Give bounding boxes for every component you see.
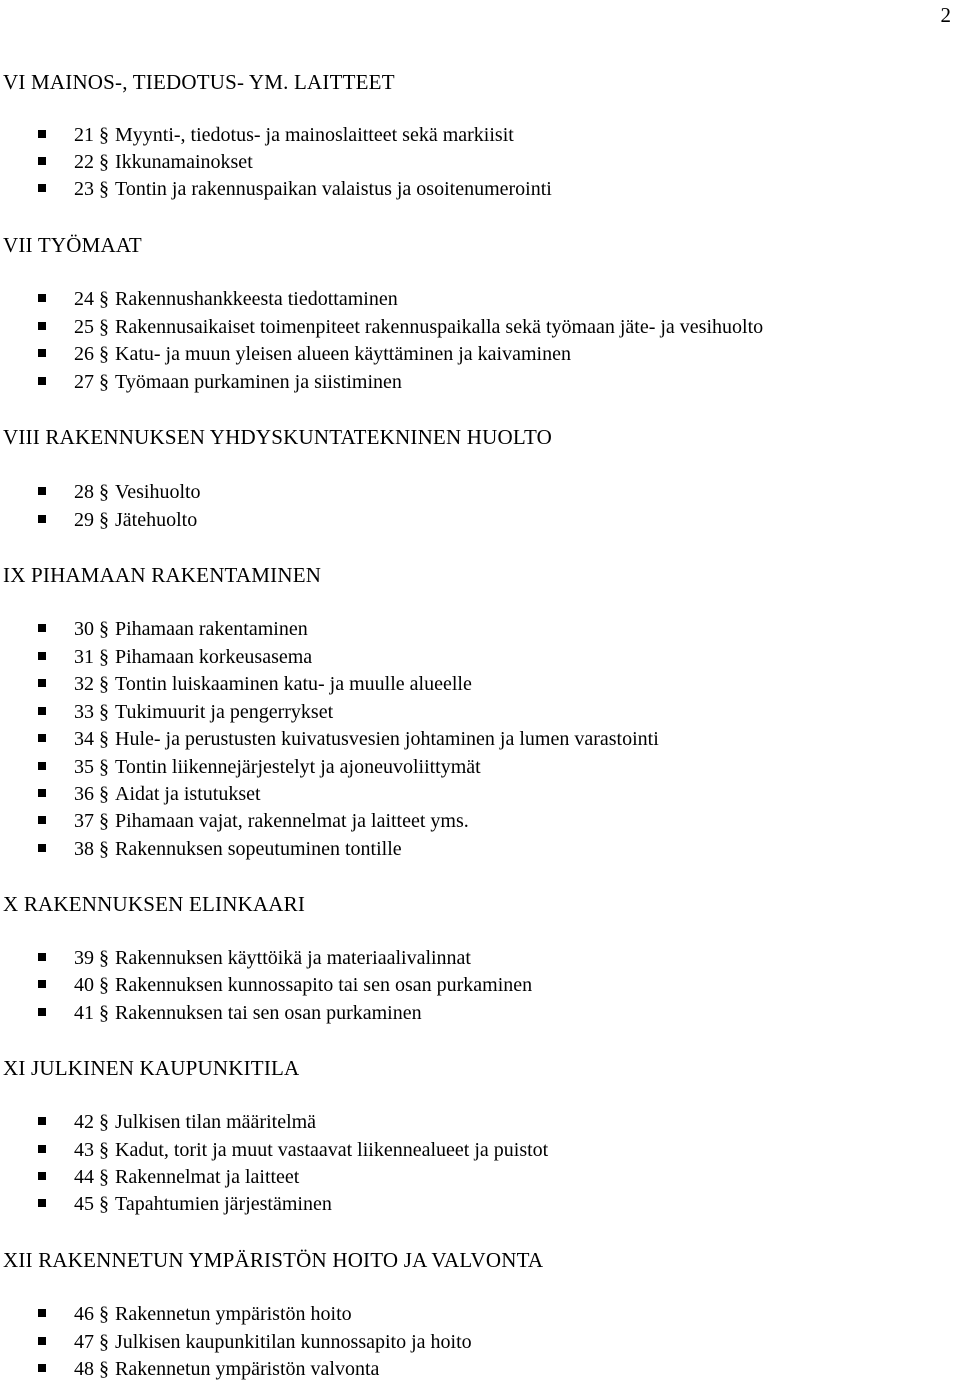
item-label: Julkisen tilan määritelmä <box>115 1111 317 1133</box>
paragraph-sign: § <box>99 371 109 393</box>
item-label: Rakennushankkeesta tiedottaminen <box>115 288 398 310</box>
item-label: Pihamaan korkeusasema <box>115 646 313 668</box>
section-number: 34 <box>74 728 94 750</box>
section-number: 36 <box>74 783 94 805</box>
bullet-icon <box>38 789 46 797</box>
paragraph-sign: § <box>99 178 109 200</box>
bullet-icon <box>38 184 46 192</box>
item-label: Ikkunamainokset <box>115 151 253 173</box>
section-number: 45 <box>74 1193 94 1215</box>
paragraph-sign: § <box>99 646 109 668</box>
bullet-icon <box>38 762 46 770</box>
paragraph-sign: § <box>99 728 109 750</box>
bullet-icon <box>38 294 46 302</box>
bullet-icon <box>38 1364 46 1372</box>
bullet-icon <box>38 953 46 961</box>
bullet-icon <box>38 1008 46 1016</box>
section-number: 25 <box>74 316 94 338</box>
item-label: Pihamaan rakentaminen <box>115 618 308 640</box>
section-number: 41 <box>74 1002 94 1024</box>
paragraph-sign: § <box>99 1331 109 1353</box>
bullet-icon <box>38 1337 46 1345</box>
section-number: 22 <box>74 151 94 173</box>
bullet-icon <box>38 734 46 742</box>
bullet-icon <box>38 377 46 385</box>
bullet-icon <box>38 1117 46 1125</box>
item-label: Kadut, torit ja muut vastaavat liikennealueet ja puistot <box>115 1139 549 1161</box>
section-number: 39 <box>74 947 94 969</box>
item-label: Rakennuksen käyttöikä ja materiaalivalinnat <box>115 947 471 969</box>
section-number: 40 <box>74 974 94 996</box>
section-number: 29 <box>74 509 94 531</box>
section-number: 48 <box>74 1358 94 1380</box>
paragraph-sign: § <box>99 1166 109 1188</box>
bullet-icon <box>38 1199 46 1207</box>
item-label: Rakennetun ympäristön hoito <box>115 1303 352 1325</box>
item-label: Työmaan purkaminen ja siistiminen <box>115 371 402 393</box>
paragraph-sign: § <box>99 1358 109 1380</box>
paragraph-sign: § <box>99 316 109 338</box>
section-number: 23 <box>74 178 94 200</box>
section-number: 44 <box>74 1166 94 1188</box>
paragraph-sign: § <box>99 810 109 832</box>
paragraph-sign: § <box>99 151 109 173</box>
item-label: Rakennelmat ja laitteet <box>115 1166 300 1188</box>
section-number: 32 <box>74 673 94 695</box>
item-label: Hule- ja perustusten kuivatusvesien johtaminen ja lumen varastointi <box>115 728 659 750</box>
section-number: 33 <box>74 701 94 723</box>
paragraph-sign: § <box>99 288 109 310</box>
section-heading-viii: VIII RAKENNUKSEN YHDYSKUNTATEKNINEN HUOLTO <box>3 425 552 449</box>
section-heading-xi: XI JULKINEN KAUPUNKITILA <box>3 1056 300 1080</box>
paragraph-sign: § <box>99 509 109 531</box>
item-label: Rakennetun ympäristön valvonta <box>115 1358 380 1380</box>
paragraph-sign: § <box>99 701 109 723</box>
bullet-icon <box>38 652 46 660</box>
paragraph-sign: § <box>99 756 109 778</box>
section-number: 26 <box>74 343 94 365</box>
item-label: Rakennusaikaiset toimenpiteet rakennuspaikalla sekä työmaan jäte- ja vesihuolto <box>115 316 764 338</box>
paragraph-sign: § <box>99 838 109 860</box>
paragraph-sign: § <box>99 343 109 365</box>
bullet-icon <box>38 1309 46 1317</box>
paragraph-sign: § <box>99 974 109 996</box>
paragraph-sign: § <box>99 783 109 805</box>
bullet-icon <box>38 1172 46 1180</box>
bullet-icon <box>38 679 46 687</box>
section-number: 38 <box>74 838 94 860</box>
bullet-icon <box>38 487 46 495</box>
section-number: 27 <box>74 371 94 393</box>
item-label: Jätehuolto <box>115 509 198 531</box>
bullet-icon <box>38 515 46 523</box>
item-label: Katu- ja muun yleisen alueen käyttäminen ja kaivaminen <box>115 343 571 365</box>
item-label: Myynti-, tiedotus- ja mainoslaitteet sekä markiisit <box>115 124 514 146</box>
section-number: 47 <box>74 1331 94 1353</box>
page-number: 2 <box>940 3 951 27</box>
item-label: Tukimuurit ja pengerrykset <box>115 701 334 723</box>
item-label: Rakennuksen tai sen osan purkaminen <box>115 1002 422 1024</box>
paragraph-sign: § <box>99 947 109 969</box>
item-label: Pihamaan vajat, rakennelmat ja laitteet yms. <box>115 810 469 832</box>
section-heading-xii: XII RAKENNETUN YMPÄRISTÖN HOITO JA VALVONTA <box>3 1248 544 1272</box>
bullet-icon <box>38 707 46 715</box>
paragraph-sign: § <box>99 1139 109 1161</box>
bullet-icon <box>38 130 46 138</box>
item-label: Tontin liikennejärjestelyt ja ajoneuvoliittymät <box>115 756 481 778</box>
item-label: Vesihuolto <box>115 481 201 503</box>
section-number: 37 <box>74 810 94 832</box>
bullet-icon <box>38 322 46 330</box>
item-label: Aidat ja istutukset <box>115 783 261 805</box>
section-number: 30 <box>74 618 94 640</box>
bullet-icon <box>38 1145 46 1153</box>
section-heading-x: X RAKENNUKSEN ELINKAARI <box>3 892 306 916</box>
item-label: Rakennuksen sopeutuminen tontille <box>115 838 402 860</box>
bullet-icon <box>38 624 46 632</box>
bullet-icon <box>38 844 46 852</box>
section-heading-vii: VII TYÖMAAT <box>3 233 142 257</box>
item-label: Tontin ja rakennuspaikan valaistus ja osoitenumerointi <box>115 178 552 200</box>
section-heading-ix: IX PIHAMAAN RAKENTAMINEN <box>3 563 322 587</box>
bullet-icon <box>38 816 46 824</box>
section-number: 43 <box>74 1139 94 1161</box>
paragraph-sign: § <box>99 1002 109 1024</box>
section-heading-vi: VI MAINOS-, TIEDOTUS- YM. LAITTEET <box>3 70 395 94</box>
item-label: Tontin luiskaaminen katu- ja muulle alueelle <box>115 673 472 695</box>
paragraph-sign: § <box>99 1111 109 1133</box>
bullet-icon <box>38 349 46 357</box>
bullet-icon <box>38 980 46 988</box>
paragraph-sign: § <box>99 673 109 695</box>
item-label: Julkisen kaupunkitilan kunnossapito ja hoito <box>115 1331 472 1353</box>
section-number: 21 <box>74 124 94 146</box>
paragraph-sign: § <box>99 1193 109 1215</box>
section-number: 46 <box>74 1303 94 1325</box>
section-number: 24 <box>74 288 94 310</box>
item-label: Tapahtumien järjestäminen <box>115 1193 332 1215</box>
section-number: 31 <box>74 646 94 668</box>
paragraph-sign: § <box>99 481 109 503</box>
paragraph-sign: § <box>99 618 109 640</box>
paragraph-sign: § <box>99 124 109 146</box>
item-label: Rakennuksen kunnossapito tai sen osan purkaminen <box>115 974 533 996</box>
section-number: 35 <box>74 756 94 778</box>
bullet-icon <box>38 157 46 165</box>
section-number: 28 <box>74 481 94 503</box>
section-number: 42 <box>74 1111 94 1133</box>
paragraph-sign: § <box>99 1303 109 1325</box>
